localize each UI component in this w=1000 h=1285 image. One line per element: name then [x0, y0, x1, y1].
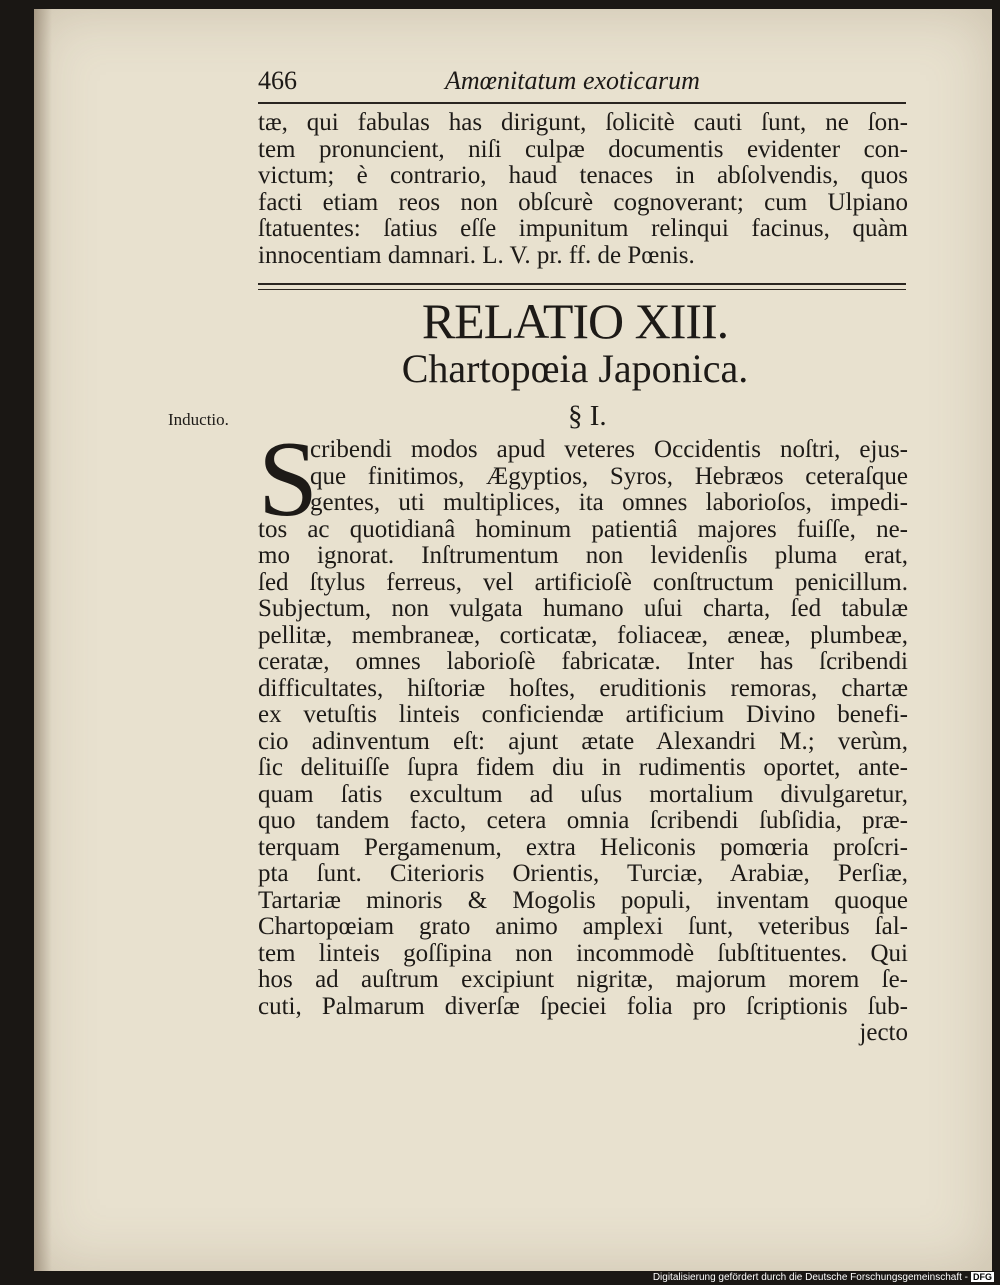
- header-rule: [258, 102, 906, 104]
- text-line: terquam Pergamenum, extra Heliconis pomœria proſcri-: [258, 833, 908, 861]
- page-number: 466: [258, 66, 297, 95]
- separator-rule: [258, 283, 906, 285]
- dfg-logo: DFG: [973, 1272, 992, 1282]
- text-line: que finitimos, Ægyptios, Syros, Hebræos ceteraſque: [310, 462, 908, 490]
- text-line: tos ac quotidianâ hominum patientiâ majores fuiſſe, ne-: [258, 515, 908, 543]
- credit-text: Digitalisierung gefördert durch die Deutsche Forschungsgemeinschaft -: [652, 1272, 968, 1283]
- text-line: cuti, Palmarum diverſæ ſpeciei folia pro ſcriptionis ſub-: [258, 992, 908, 1020]
- separator-rule: [258, 289, 906, 290]
- body-paragraph: [258, 437, 908, 1047]
- page-fold-shadow: [34, 9, 52, 1271]
- text-line: tæ, qui fabulas has dirigunt, ſolicitè cauti ſunt, ne ſon-: [258, 109, 908, 136]
- text-line: tem pronuncient, niſi culpæ documentis evidenter con-: [258, 135, 908, 163]
- text-line: victum; è contrario, haud tenaces in abſolvendis, quos: [258, 162, 908, 189]
- text-line: mo ignorat. Inſtrumentum non levidenſis pluma erat,: [258, 542, 908, 569]
- chapter-subtitle: Chartopœia Japonica.: [401, 346, 749, 391]
- text-line: cio adinventum eſt: ajunt ætate Alexandri M.; verùm,: [258, 727, 908, 755]
- text-line: ex vetuſtis linteis conficiendæ artificium Divino benefi-: [258, 701, 908, 728]
- text-line: quo tandem facto, cetera omnia ſcribendi ſubſidia, præ-: [258, 807, 908, 834]
- text-line: ſic delituiſſe ſupra fidem diu in rudimentis oportet, ante-: [258, 754, 908, 781]
- text-line: difficultates, hiſtoriæ hoſtes, eruditionis remoras, chartæ: [258, 674, 908, 702]
- text-line: innocentiam damnari. L. V. pr. ff. de Pœnis.: [258, 241, 695, 269]
- text-line: Chartopœiam grato animo amplexi ſunt, veteribus ſal-: [258, 913, 908, 940]
- text-line: gentes, uti multiplices, ita omnes laborioſos, impedi-: [310, 489, 908, 516]
- text-line: ceratæ, omnes laborioſè fabricatæ. Inter has ſcribendi: [258, 648, 908, 675]
- text-line: pellitæ, membraneæ, corticatæ, foliaceæ, æneæ, plumbeæ,: [258, 621, 908, 649]
- text-line: Subjectum, non vulgata humano uſui charta, ſed tabulæ: [258, 595, 908, 622]
- top-paragraph: [258, 110, 908, 269]
- drop-initial: S: [258, 420, 319, 539]
- digitization-credit: [653, 1272, 994, 1283]
- text-line: hos ad auſtrum excipiunt nigritæ, majorum morem ſe-: [258, 966, 908, 993]
- chapter-title: RELATIO XIII.: [421, 293, 729, 349]
- margin-note: Inductio.: [168, 410, 229, 429]
- text-line: tem linteis goſſipina non incommodè ſubſtituentes. Qui: [258, 939, 908, 967]
- catchword: jecto: [859, 1019, 908, 1046]
- text-line: ſtatuentes: ſatius eſſe impunitum relinqui facinus, quàm: [258, 215, 908, 242]
- text-line: Tartariæ minoris & Mogolis populi, inventam quoque: [258, 886, 908, 914]
- text-line: ſed ſtylus ferreus, vel artificioſè conſtructum penicillum.: [258, 568, 908, 596]
- text-line: facti etiam reos non obſcurè cognoverant; cum Ulpiano: [258, 188, 908, 216]
- text-line: pta ſunt. Citerioris Orientis, Turciæ, Arabiæ, Perſiæ,: [258, 860, 908, 887]
- text-line: cribendi modos apud veteres Occidentis noſtri, ejus-: [310, 436, 908, 463]
- section-mark: § I.: [568, 400, 607, 432]
- text-line: quam ſatis excultum ad uſus mortalium divulgaretur,: [258, 780, 908, 808]
- running-title: Amœnitatum exoticarum: [445, 66, 700, 95]
